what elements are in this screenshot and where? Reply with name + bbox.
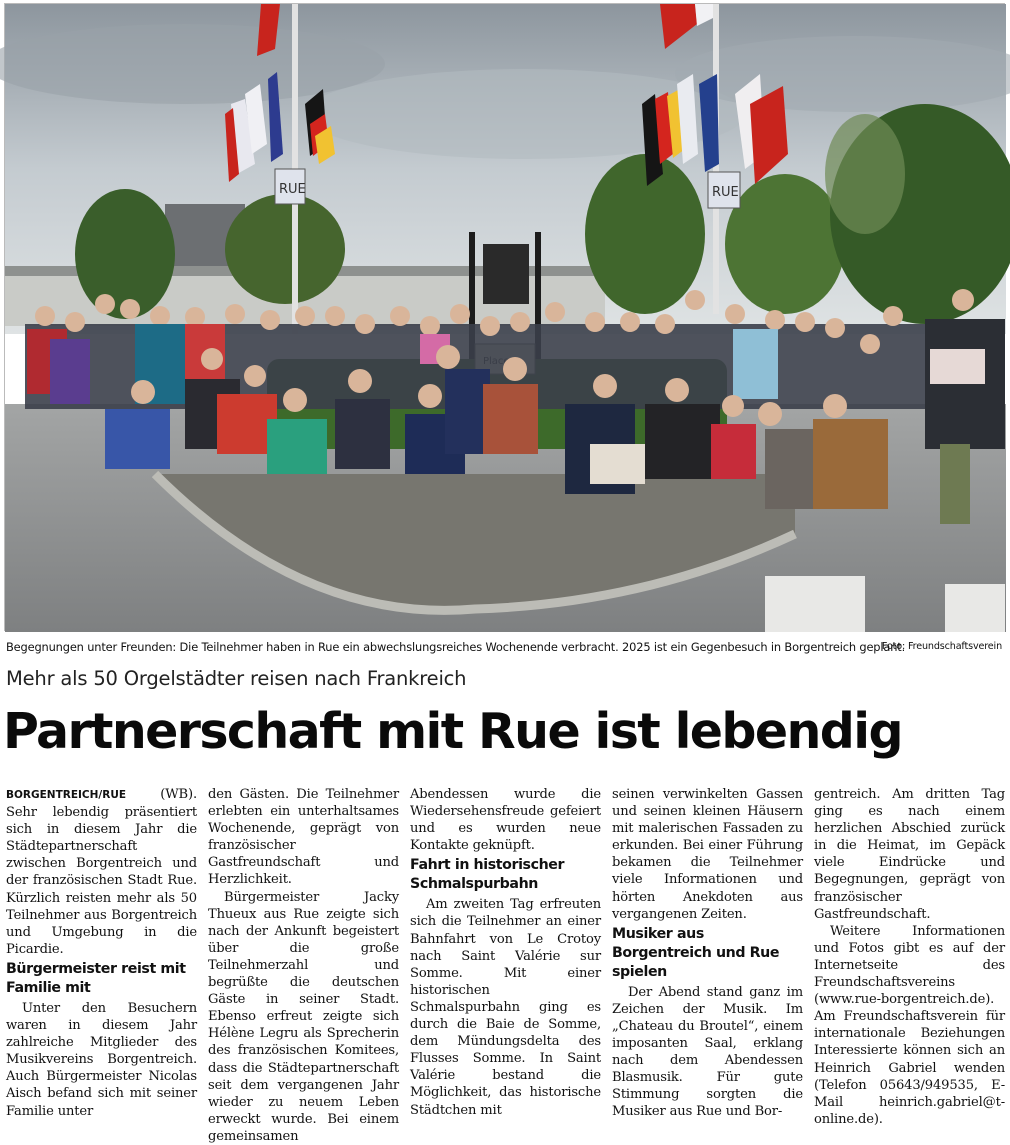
town-crest-sign bbox=[483, 244, 529, 304]
subheading: Bürgermeister reist mit Familie mit bbox=[6, 960, 186, 996]
article-headline: Partnerschaft mit Rue ist lebendig bbox=[3, 703, 902, 760]
tree bbox=[75, 189, 175, 319]
paragraph: Der Abend stand ganz im Zeichen der Musik. Im „Chateau du Broutel“, einem imposanten Saal, erklang nach dem Abendessen Blasmusik. Für gute Stimmung sorgten die Musiker aus Rue und Bor- bbox=[612, 984, 803, 1120]
paragraph: Weitere Informationen und Fotos gibt es auf der Internetseite des Freundschaftsvereins (www.rue-borgentreich.de). Am Freundschaftsverein für internationale Beziehungen Interessierte können sich an Heinrich Gabriel wenden (Telefon 05643/949535, E-Mail heinrich.gabriel@t-online.de). bbox=[814, 923, 1005, 1127]
article-body bbox=[6, 786, 1005, 1144]
paragraph: Bürgermeister Jacky Thueux aus Rue zeigte sich nach der Ankunft begeistert über die große Teilnehmerzahl und begrüßte die deutschen Gäste in seiner Stadt. Ebenso erfreut zeigte sich Hélène Legru als Sprecherin des französischen Komitees, dass die Städtepartnerschaft seit dem vergangenen Jahr wieder zu neuem Leben erweckt wurde. Bei einem gemeinsamen bbox=[208, 889, 399, 1144]
svg-text:RUE: RUE bbox=[712, 185, 739, 200]
article-kicker: Mehr als 50 Orgelstädter reisen nach Frankreich bbox=[6, 667, 467, 690]
dateline: BORGENTREICH/RUE bbox=[6, 789, 127, 801]
paragraph: gentreich. Am dritten Tag ging es nach einem herzlichen Abschied zurück in die Heimat, im Gepäck viele Eindrücke und Begegnungen, geprägt von französischer Gastfreundschaft. bbox=[814, 787, 1005, 922]
paragraph: Abendessen wurde die Wiedersehensfreude gefeiert und es wurden neue Kontakte geknüpft. bbox=[410, 787, 601, 854]
column-4 bbox=[612, 786, 803, 1121]
paragraph bbox=[6, 786, 197, 958]
photo-illustration bbox=[5, 4, 1006, 632]
column-5 bbox=[814, 786, 1005, 1128]
paragraph: Unter den Besuchern waren in diesem Jahr zahlreiche Mitglieder des Musikvereins Borgentreich. Auch Bürgermeister Nicolas Aisch befand sich mit seiner Familie unter bbox=[6, 1000, 197, 1119]
column-1 bbox=[6, 786, 197, 1120]
paragraph: den Gästen. Die Teilnehmer erlebten ein unterhaltsames Wochenende, geprägt von französischer Gastfreundschaft und Herzlichkeit. bbox=[208, 787, 399, 888]
flag-sign-text: RUE bbox=[279, 182, 306, 197]
column-2 bbox=[208, 786, 399, 1145]
paragraph: seinen verwinkelten Gassen und seinen kleinen Häusern mit malerischen Fassaden zu erkunden. Bei einer Führung bekamen die Teilnehmer viele Informationen und hörten Anekdoten aus vergangenen Zeiten. bbox=[612, 787, 803, 922]
subheading: Musiker aus Borgentreich und Rue spielen bbox=[612, 925, 780, 980]
caption-text: Begegnungen unter Freunden: Die Teilnehmer haben in Rue ein abwechslungsreiches Wochenende verbracht. 2025 ist ein Gegenbesuch in Borgentreich geplant. bbox=[6, 640, 906, 654]
photo-credit: Foto: Freundschaftsverein bbox=[881, 641, 1002, 652]
subheading: Fahrt in historischer Schmalspurbahn bbox=[410, 857, 565, 893]
column-3 bbox=[410, 786, 601, 1119]
article-photo bbox=[4, 3, 1005, 631]
paragraph: Am zweiten Tag erfreuten sich die Teilnehmer an einer Bahnfahrt von Le Crotoy nach Saint Valérie sur Somme. Mit einer historischen Schmalspurbahn ging es durch die Baie de Somme, dem Mündungsdelta des Flusses Somme. In Saint Valérie bestand die Möglichkeit, das historische Städtchen mit bbox=[410, 897, 601, 1118]
photo-caption bbox=[6, 640, 1004, 658]
paragraph-text: (WB). Sehr lebendig präsentiert sich in diesem Jahr die Städtepartnerschaft zwischen Borgentreich und der französischen Stadt Rue. Kürzlich reisten mehr als 50 Teilnehmer aus Borgentreich und Umgebung in die Picardie. bbox=[6, 787, 197, 957]
